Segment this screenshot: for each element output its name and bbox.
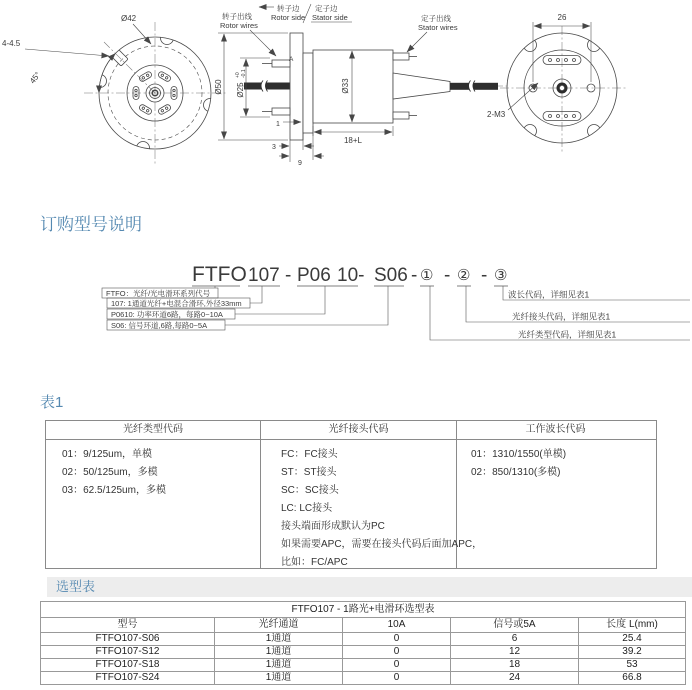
list-item: 01：1310/1550(单模): [471, 449, 567, 460]
side-view: [214, 3, 508, 167]
table-row: [41, 646, 686, 659]
note-power: P0610: 功率环道6路，每路0~10A: [111, 310, 223, 319]
column-header: 信号或5A: [451, 618, 579, 633]
list-item: 01：9/125um，单模: [62, 449, 153, 460]
list-item: FC：FC接头: [281, 449, 338, 460]
list-item: 如果需要APC，需要在接头代码后面加APC，: [281, 539, 483, 550]
model-dash: -: [444, 265, 451, 286]
table-cell: FTFO107-S12: [41, 646, 215, 659]
selection-table: [40, 601, 686, 685]
table-cell: FTFO107-S18: [41, 659, 215, 672]
stator-wires-en: Stator wires: [418, 23, 458, 32]
list-item: 02：50/125um，多模: [62, 467, 158, 478]
angle-label: 45°: [27, 70, 43, 86]
dia25-tol-lower: -0.1: [241, 69, 247, 78]
table1-header: 光纤类型代码: [46, 421, 261, 439]
selection-table-header-row: [41, 618, 686, 633]
rotor-side-en: Rotor side: [271, 13, 306, 22]
list-item: 03：62.5/125um，多模: [62, 485, 166, 496]
model-code2: ②: [457, 267, 471, 284]
table-row: [41, 672, 686, 685]
model-dash: -: [411, 265, 418, 286]
wavelength-list: [457, 440, 654, 568]
table-cell: 18: [451, 659, 579, 672]
dim26-label: 26: [557, 13, 567, 22]
model-code3: ③: [494, 267, 508, 284]
dim1-label: 1: [276, 121, 280, 128]
list-item: 接头端面形成默认为PC: [281, 521, 385, 532]
column-header: 长度 L(mm): [579, 618, 686, 633]
table1-header: 工作波长代码: [525, 424, 586, 435]
connector-list: [261, 440, 483, 568]
table1-title: 表1: [40, 394, 64, 411]
table-cell: FTFO107-S06: [41, 633, 215, 646]
stator-side-en: Stator side: [312, 13, 348, 22]
note-connector: 光纤接头代码，详细见表1: [512, 311, 611, 322]
dia33-label: Ø33: [341, 78, 350, 94]
table-cell: 24: [451, 672, 579, 685]
table-row: [41, 633, 686, 646]
thread-label: 2-M3: [487, 110, 506, 119]
dia50-label: Ø50: [214, 79, 223, 95]
list-item: 02：850/1310(多模): [471, 467, 561, 478]
table1: [45, 420, 657, 569]
column-header: 光纤通道: [215, 618, 343, 633]
note-signal: S06: 信号环道,6路,每路0~5A: [111, 321, 208, 330]
model-frame: 107: [248, 265, 280, 286]
table-cell: 66.8: [579, 672, 686, 685]
stator-side-cn: 定子边: [315, 4, 338, 13]
table-cell: 25.4: [579, 633, 686, 646]
table-cell: 1通道: [215, 672, 343, 685]
list-item: LC: LC接头: [281, 503, 333, 514]
model-right-notes: [508, 290, 617, 341]
table-cell: 0: [343, 659, 451, 672]
model-code1: ①: [420, 267, 434, 284]
rotor-wires-en: Rotor wires: [220, 21, 258, 30]
right-view: [487, 13, 628, 152]
dia25-label: Ø25: [236, 82, 245, 98]
table-cell: 0: [343, 672, 451, 685]
table-cell: 1通道: [215, 659, 343, 672]
model-dash: -: [481, 265, 488, 286]
model-number: [192, 263, 507, 286]
list-item: 比如：FC/APC: [281, 557, 348, 568]
table-cell: 0: [343, 646, 451, 659]
table1-body-row: [46, 440, 656, 568]
dim9-label: 9: [298, 160, 302, 167]
dia42-label: Ø42: [121, 14, 137, 23]
model-power-amp: 10-: [337, 265, 365, 286]
left-view: [2, 14, 226, 164]
model-power: P06: [297, 265, 331, 286]
selection-table-title-row: [41, 602, 686, 618]
rotor-side-cn: 转子边: [277, 4, 300, 13]
table-row: [41, 659, 686, 672]
model-series: FTFO: [192, 263, 247, 286]
column-header: 10A: [343, 618, 451, 633]
note-wavelength: 波长代码，详细见表1: [508, 289, 590, 300]
selection-table-title: FTFO107 - 1路光+电滑环选型表: [41, 602, 686, 618]
table-cell: 6: [451, 633, 579, 646]
list-item: SC：SC接头: [281, 485, 339, 496]
ordering-section-title: 订购型号说明: [40, 215, 142, 234]
note-fiber-type: 光纤类型代码，详细见表1: [518, 329, 617, 340]
note-frame: 107: 1通道光纤+电混合滑环,外径33mm: [111, 299, 242, 308]
table-cell: 0: [343, 633, 451, 646]
selection-section-title: 选型表: [56, 579, 96, 594]
fiber-type-list: [46, 440, 261, 568]
stator-wires-cn: 定子出线: [421, 14, 451, 23]
model-signal: S06: [374, 265, 408, 286]
dia25-tol-upper: +0: [235, 72, 241, 78]
datum-label: A: [289, 56, 294, 63]
rotor-wires-cn: 转子出线: [222, 12, 252, 21]
table-cell: 1通道: [215, 633, 343, 646]
table-cell: FTFO107-S24: [41, 672, 215, 685]
model-dash: -: [285, 265, 292, 286]
table1-header-row: [46, 421, 656, 440]
table-cell: 53: [579, 659, 686, 672]
table1-header: 光纤接头代码: [261, 421, 457, 439]
holes-label: 4-4.5: [2, 39, 21, 48]
list-item: ST：ST接头: [281, 467, 337, 478]
ordering-diagram: [0, 252, 692, 364]
table-cell: 39.2: [579, 646, 686, 659]
table-cell: 1通道: [215, 646, 343, 659]
column-header: 型号: [41, 618, 215, 633]
table-cell: 12: [451, 646, 579, 659]
dim3-label: 3: [272, 144, 276, 151]
dim-18L-label: 18+L: [343, 136, 363, 145]
note-series: FTFO：光纤/光电滑环系列代号: [106, 289, 211, 298]
technical-drawing: [0, 0, 692, 205]
selection-section-band: [47, 577, 692, 597]
